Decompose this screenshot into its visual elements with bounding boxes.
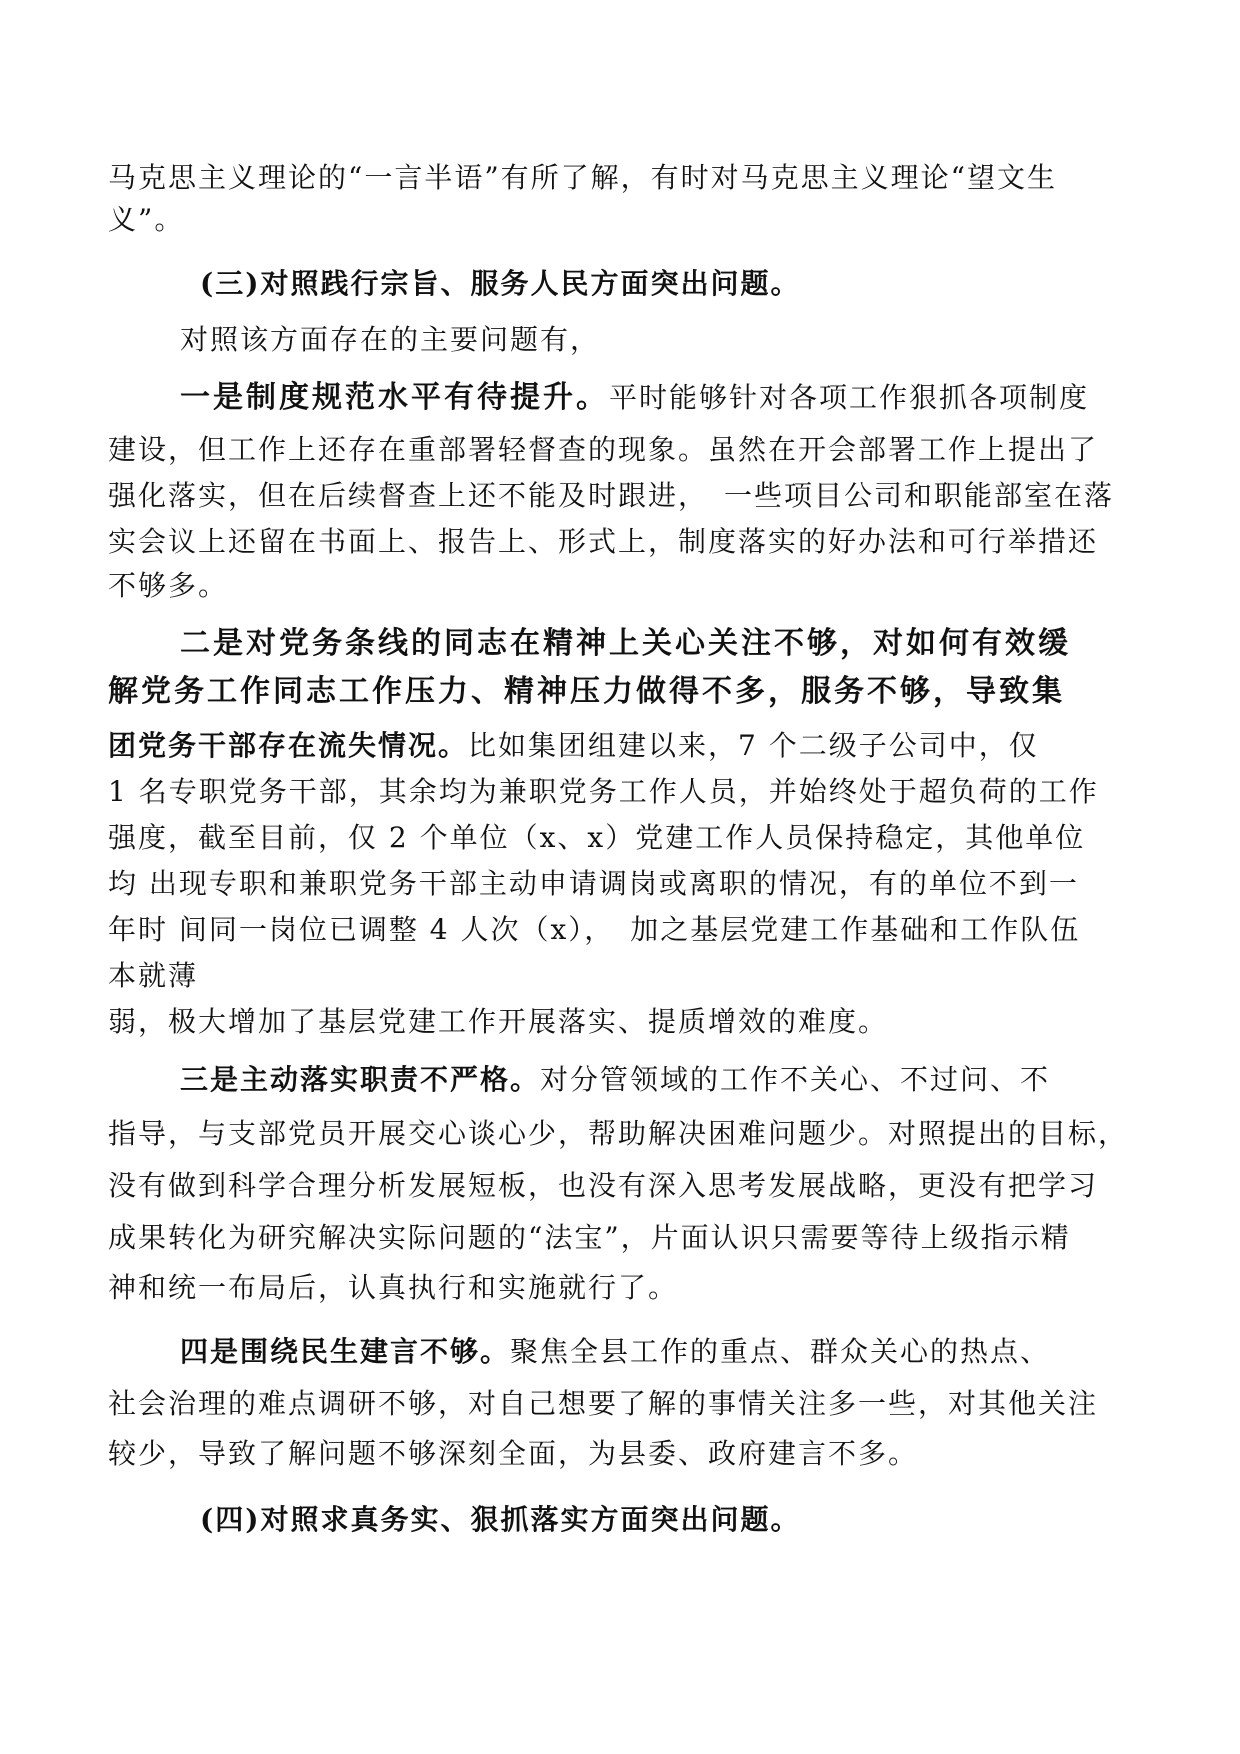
- paragraph-line: [108, 476, 1114, 516]
- paragraph-line: [108, 200, 184, 240]
- line-text: 对分管领域的工作不关心、不过问、不: [540, 1063, 1051, 1096]
- paragraph-line: [108, 1114, 1128, 1154]
- line-text: 较少，导致了解问题不够深刻全面，为县委、政府建言不多。: [108, 1437, 919, 1470]
- section-heading-4: [200, 1500, 801, 1540]
- line-text: 义”。: [108, 203, 185, 236]
- paragraph-line: [108, 864, 1079, 904]
- line-text: 强化落实，但在后续督查上还不能及时跟进， 一些项目公司和职能部室在落: [108, 479, 1115, 512]
- paragraph-line: [180, 1332, 1050, 1372]
- line-text: 社会治理的难点调研不够，对自己想要了解的事情关注多一些，对其他关注: [108, 1387, 1099, 1420]
- point-heading: 四是围绕民生建言不够。: [180, 1335, 511, 1368]
- paragraph-line: [108, 1166, 1098, 1206]
- paragraph-line: [180, 378, 1089, 418]
- paragraph-line: [180, 624, 1071, 664]
- point-heading: 团党务干部存在流失情况。: [108, 729, 469, 762]
- line-text: 年时 间同一岗位已调整 4 人次（x）， 加之基层党建工作基础和工作队伍: [108, 913, 1081, 946]
- point-heading: 一是制度规范水平有待提升。: [180, 380, 609, 415]
- paragraph-line: [180, 320, 600, 360]
- section-heading-3: [200, 264, 801, 304]
- paragraph-line: [108, 1002, 888, 1042]
- line-text: 对照该方面存在的主要问题有，: [180, 323, 601, 356]
- paragraph-line: [108, 672, 1065, 712]
- line-text: 比如集团组建以来，7 个二级子公司中，仅: [468, 729, 1039, 762]
- paragraph-line: [108, 522, 1098, 562]
- line-text: 本就薄: [108, 959, 199, 992]
- paragraph-line: [108, 1384, 1098, 1424]
- paragraph-line: [108, 1434, 918, 1474]
- heading-text: (四)对照求真务实、狠抓落实方面突出问题。: [200, 1503, 801, 1536]
- paragraph-line: [108, 1268, 678, 1308]
- point-heading: 二是对党务条线的同志在精神上关心关注不够，对如何有效缓: [180, 626, 1071, 661]
- paragraph-line: [108, 772, 1099, 812]
- line-text: 1 名专职党务干部，其余均为兼职党务工作人员，并始终处于超负荷的工作: [108, 775, 1099, 808]
- line-text: 没有做到科学合理分析发展短板，也没有深入思考发展战略，更没有把学习: [108, 1169, 1099, 1202]
- line-text: 马克思主义理论的“一言半语”有所了解，有时对马克思主义理论“望文生: [108, 161, 1057, 194]
- line-text: 聚焦全县工作的重点、群众关心的热点、: [510, 1335, 1051, 1368]
- line-text: 不够多。: [108, 569, 229, 602]
- line-text: 强度，截至目前，仅 2 个单位（x、x）党建工作人员保持稳定，其他单位: [108, 821, 1086, 854]
- line-text: 建设，但工作上还存在重部署轻督查的现象。虽然在开会部署工作上提出了: [108, 433, 1099, 466]
- paragraph-line: [108, 818, 1085, 858]
- line-text: 平时能够针对各项工作狠抓各项制度: [609, 381, 1090, 414]
- paragraph-line: [180, 1060, 1050, 1100]
- paragraph-line: [108, 158, 1057, 198]
- line-text: 成果转化为研究解决实际问题的“法宝”，片面认识只需要等待上级指示精: [108, 1221, 1071, 1254]
- heading-text: (三)对照践行宗旨、服务人民方面突出问题。: [200, 267, 801, 300]
- point-heading: 三是主动落实职责不严格。: [180, 1063, 541, 1096]
- paragraph-line: [108, 430, 1098, 470]
- line-text: 均 出现专职和兼职党务干部主动申请调岗或离职的情况，有的单位不到一: [108, 867, 1079, 900]
- point-heading: 解党务工作同志工作压力、精神压力做得不多，服务不够，导致集: [108, 674, 1065, 709]
- paragraph-line: [108, 1218, 1071, 1258]
- line-text: 指导，与支部党员开展交心谈心少，帮助解决困难问题少。对照提出的目标，: [108, 1117, 1129, 1150]
- paragraph-line: [108, 726, 1039, 766]
- line-text: 神和统一布局后，认真执行和实施就行了。: [108, 1271, 679, 1304]
- paragraph-line: [108, 910, 1080, 950]
- line-text: 弱，极大增加了基层党建工作开展落实、提质增效的难度。: [108, 1005, 889, 1038]
- paragraph-line: [108, 566, 228, 606]
- line-text: 实会议上还留在书面上、报告上、形式上，制度落实的好办法和可行举措还: [108, 525, 1099, 558]
- paragraph-line: [108, 956, 198, 996]
